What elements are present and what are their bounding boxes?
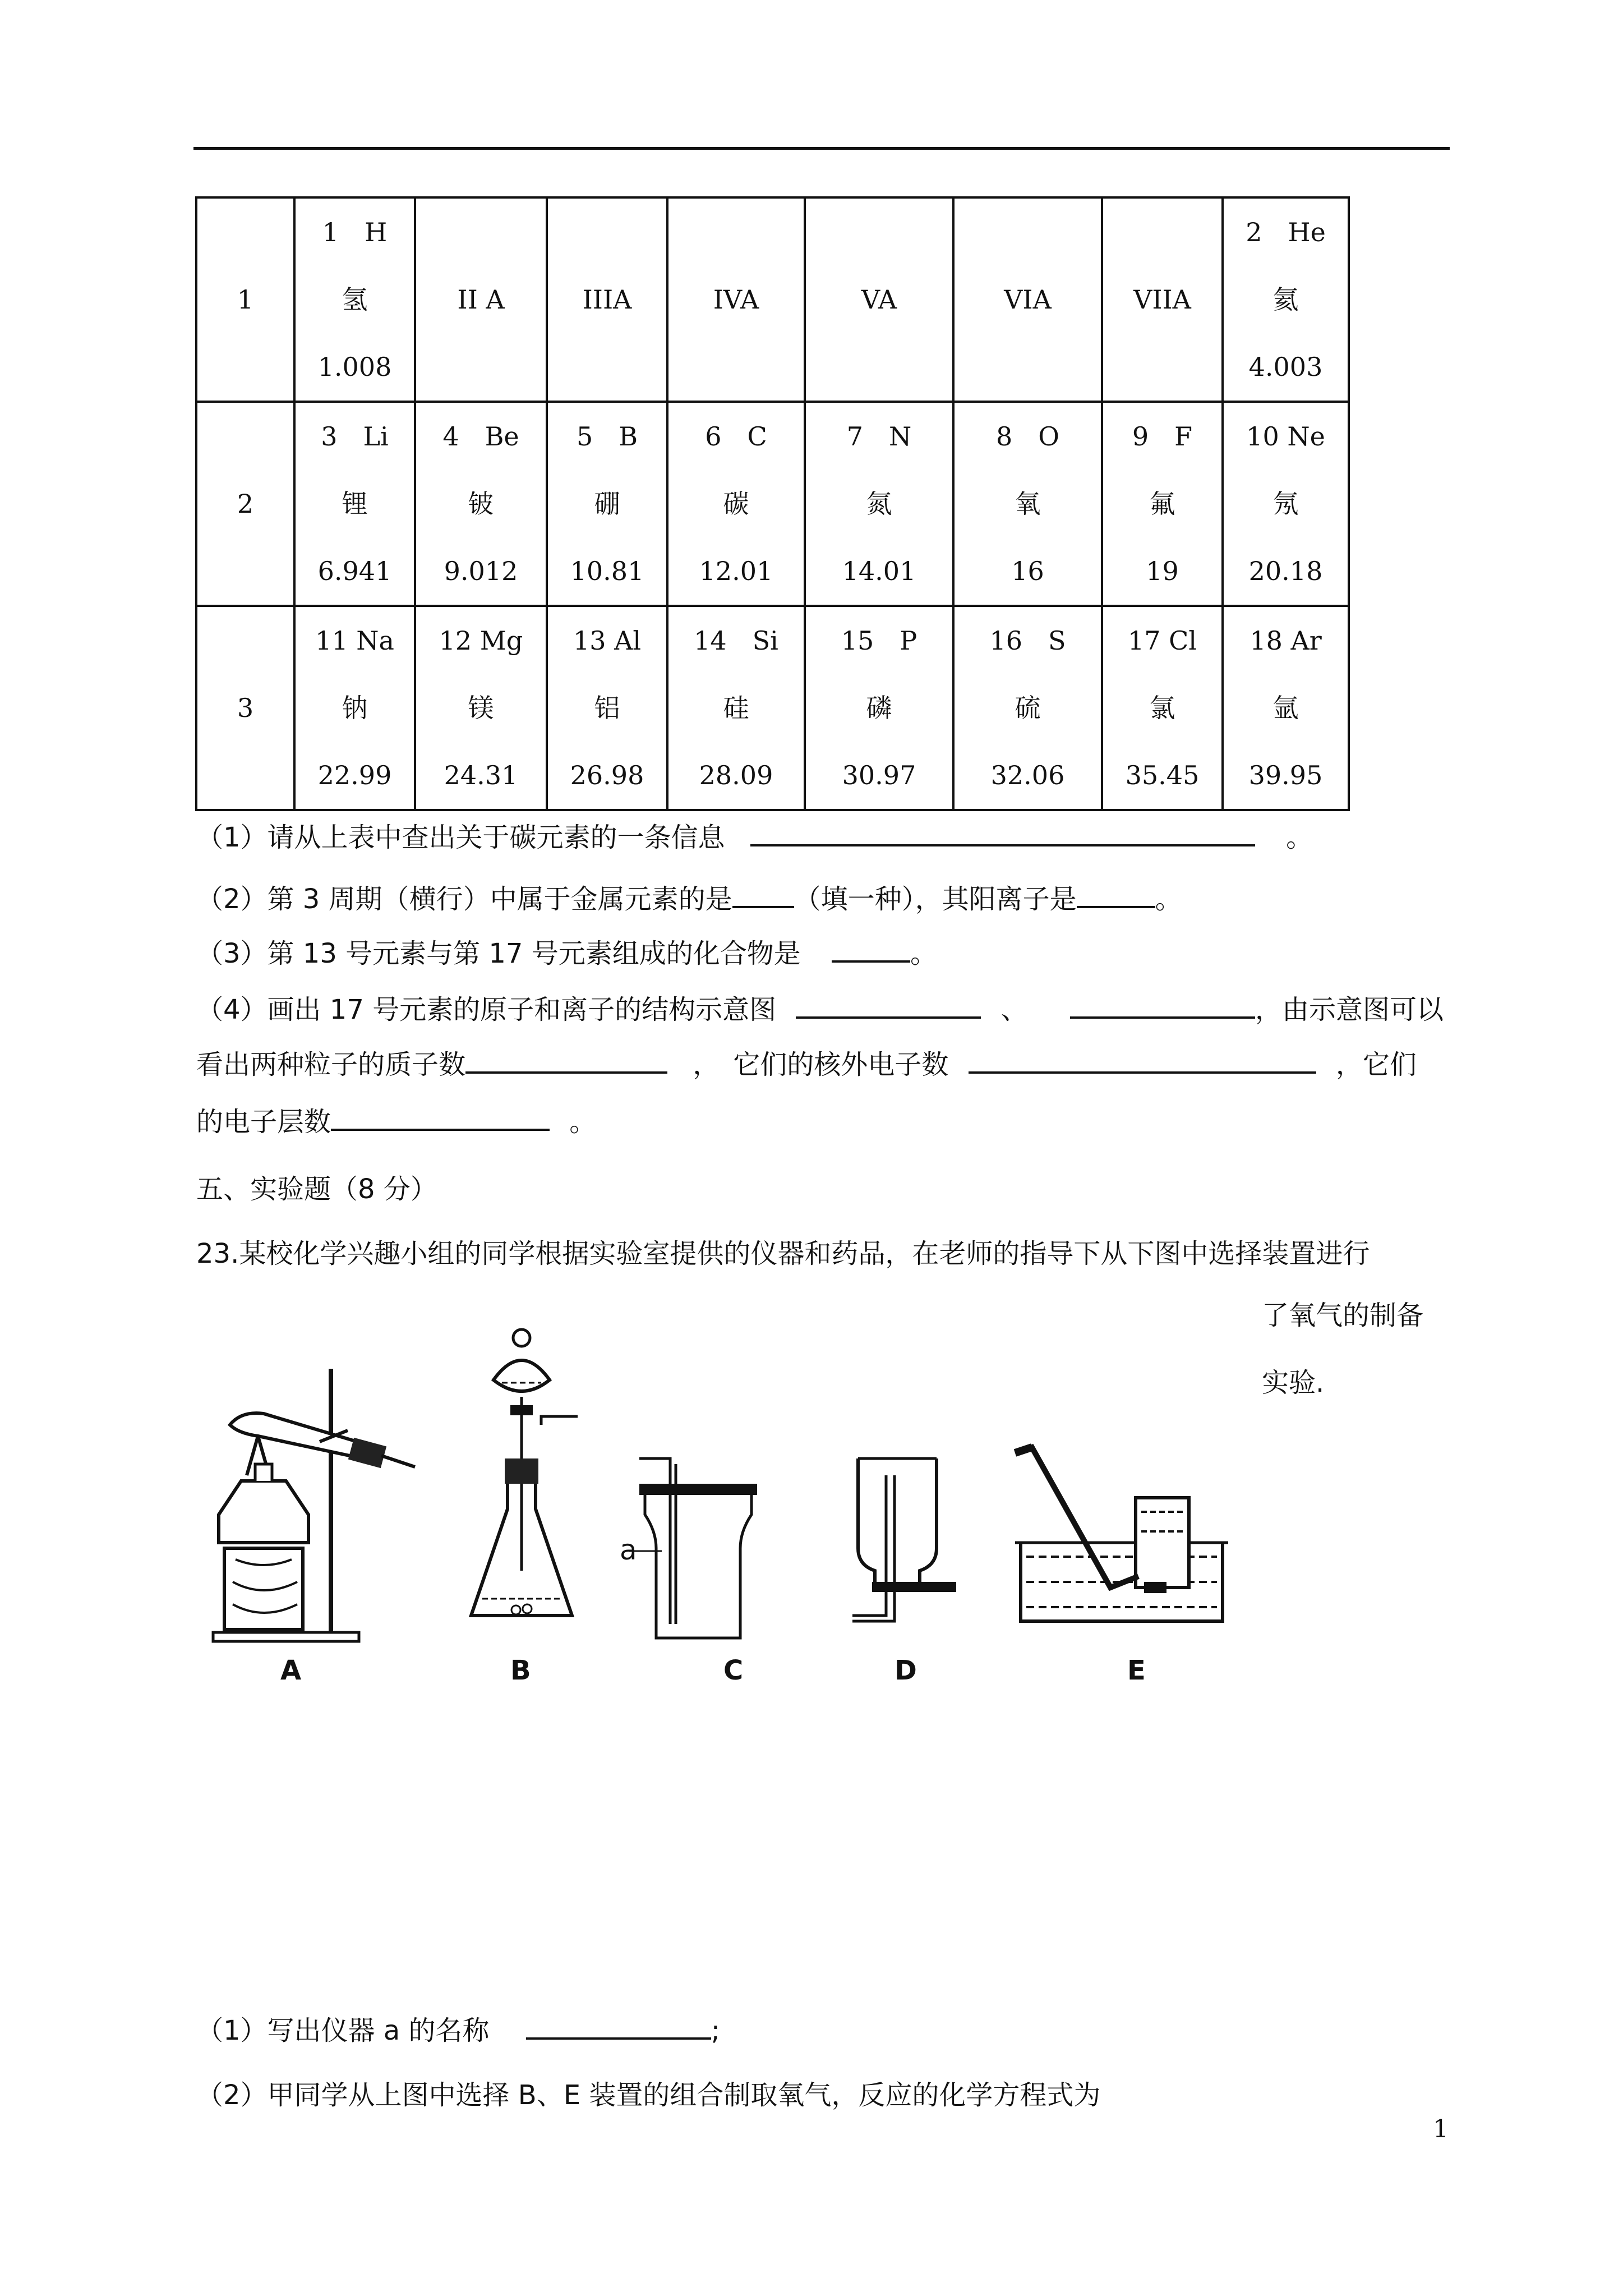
atomic-mass: 1.008 [317,352,392,382]
question-1: （1）请从上表中查出关于碳元素的一条信息 。 [196,818,1313,857]
element-name: 碳 [723,489,749,519]
figure-label-c: C [723,1655,744,1686]
answer-blank[interactable] [969,1047,1316,1074]
page-number: 1 [1433,2115,1449,2143]
apparatus-a [208,1358,421,1649]
atomic-mass: 39.95 [1248,760,1323,790]
atomic-mass: 32.06 [990,760,1065,790]
element-cell [805,197,953,402]
apparatus-d [841,1453,976,1632]
figure-label-d: D [895,1655,917,1686]
element-symbol: 6 C [705,421,767,452]
element-cell [953,402,1102,606]
atomic-mass: 26.98 [570,760,644,790]
element-cell [667,197,805,402]
question-4-line-1: （4）画出 17 号元素的原子和离子的结构示意图 、 ，由示意图可以 [196,990,1444,1029]
element-cell [294,606,415,810]
atomic-mass: 30.97 [842,760,916,790]
element-name: 锂 [342,489,368,519]
answer-blank[interactable] [465,1047,667,1074]
element-symbol: 3 Li [321,421,389,452]
element-name: 铝 [594,693,620,723]
group-label: II A [457,284,505,315]
group-label: VIIA [1133,284,1191,315]
element-cell [1223,606,1349,810]
table-row [196,402,1349,606]
element-cell [294,197,415,402]
question-4-line-3: 的电子层数 。 [196,1102,596,1142]
question-23: 23.某校化学兴趣小组的同学根据实验室提供的仪器和药品，在老师的指导下从下图中选择装置进行 [196,1238,1370,1269]
element-cell [1102,402,1223,606]
header-rule [193,147,1450,150]
answer-blank[interactable] [732,881,794,908]
element-cell [415,606,547,810]
atomic-mass: 6.941 [317,556,392,586]
element-symbol: 15 P [841,625,917,656]
section-heading: 五、实验题（8 分） [196,1174,437,1205]
element-cell [547,606,667,810]
group-label: VIA [1004,284,1052,315]
element-cell [547,197,667,402]
group-label: IVA [713,284,759,315]
atomic-mass: 12.01 [699,556,773,586]
element-cell [1223,402,1349,606]
figure-label-a: A [280,1655,302,1686]
atomic-mass: 14.01 [842,556,916,586]
element-symbol: 11 Na [315,625,394,656]
callout-a: a [620,1534,637,1566]
answer-blank[interactable] [331,1104,550,1131]
element-cell [667,606,805,810]
period-cell: 3 [196,606,294,810]
element-symbol: 14 Si [694,625,778,656]
element-cell [1102,197,1223,402]
sub-question-2: （2）甲同学从上图中选择 B、E 装置的组合制取氧气，反应的化学方程式为 [196,2079,1101,2111]
sub-question-1: （1）写出仪器 a 的名称 ; [196,2011,720,2050]
element-name: 氦 [1272,284,1299,315]
element-name: 磷 [866,693,892,723]
atomic-mass: 20.18 [1248,556,1323,586]
atomic-mass: 9.012 [444,556,518,586]
answer-blank[interactable] [750,820,1255,846]
periodic-table [195,196,1350,811]
element-cell [547,402,667,606]
atomic-mass: 10.81 [570,556,644,586]
element-symbol: 1 H [322,217,388,247]
element-name: 钠 [342,693,368,723]
element-symbol: 8 O [996,421,1059,452]
element-cell [415,197,547,402]
element-symbol: 2 He [1246,217,1326,247]
group-label: VA [861,284,897,315]
apparatus-e [1009,1436,1234,1627]
element-symbol: 4 Be [442,421,519,452]
answer-blank[interactable] [832,936,910,963]
element-symbol: 17 Cl [1127,625,1197,656]
element-cell [667,402,805,606]
question-3: （3）第 13 号元素与第 17 号元素组成的化合物是 。 [196,934,937,973]
element-name: 铍 [468,489,494,519]
element-name: 氮 [866,489,892,519]
period-cell: 2 [196,402,294,606]
element-symbol: 9 F [1132,421,1193,452]
element-symbol: 13 Al [573,625,642,656]
element-name: 氖 [1272,489,1299,519]
element-cell [415,402,547,606]
element-name: 氟 [1149,489,1175,519]
element-cell [1223,197,1349,402]
element-name: 硼 [594,489,620,519]
element-cell [953,197,1102,402]
element-symbol: 5 B [576,421,638,452]
answer-blank[interactable] [1077,881,1155,908]
atomic-mass: 24.31 [444,760,518,790]
period-cell: 1 [196,197,294,402]
question-23-cont: 实验. [1262,1367,1325,1398]
element-name: 氯 [1149,693,1175,723]
apparatus-b [460,1324,594,1644]
element-cell [294,402,415,606]
element-name: 氧 [1015,489,1041,519]
atomic-mass: 35.45 [1125,760,1200,790]
table-row [196,197,1349,402]
apparatus-c [617,1453,774,1644]
question-2: （2）第 3 周期（横行）中属于金属元素的是 （填一种），其阳离子是 。 [196,880,1182,919]
element-name: 氢 [342,284,368,315]
figure-label-e: E [1127,1655,1146,1686]
element-cell [805,606,953,810]
atomic-mass: 28.09 [699,760,773,790]
question-23-cont: 了氧气的制备 [1262,1300,1424,1331]
element-symbol: 16 S [989,625,1066,656]
element-cell [953,606,1102,810]
element-symbol: 18 Ar [1249,625,1322,656]
element-symbol: 7 N [846,421,912,452]
element-name: 硫 [1015,693,1041,723]
group-label: IIIA [582,284,632,315]
element-name: 硅 [723,693,749,723]
atomic-mass: 4.003 [1248,352,1323,382]
element-cell [1102,606,1223,810]
question-4-line-2: 看出两种粒子的质子数 ， 它们的核外电子数 ，它们 [196,1045,1417,1084]
figure-label-b: B [510,1655,531,1686]
atomic-mass: 19 [1146,556,1179,586]
element-symbol: 10 Ne [1246,421,1325,452]
atomic-mass: 16 [1011,556,1044,586]
table-row [196,606,1349,810]
answer-blank[interactable] [526,2013,711,2040]
atomic-mass: 22.99 [317,760,392,790]
answer-blank[interactable] [1070,992,1255,1019]
element-name: 镁 [468,693,494,723]
element-cell [805,402,953,606]
element-symbol: 12 Mg [439,625,523,656]
element-name: 氩 [1272,693,1299,723]
answer-blank[interactable] [796,992,981,1019]
